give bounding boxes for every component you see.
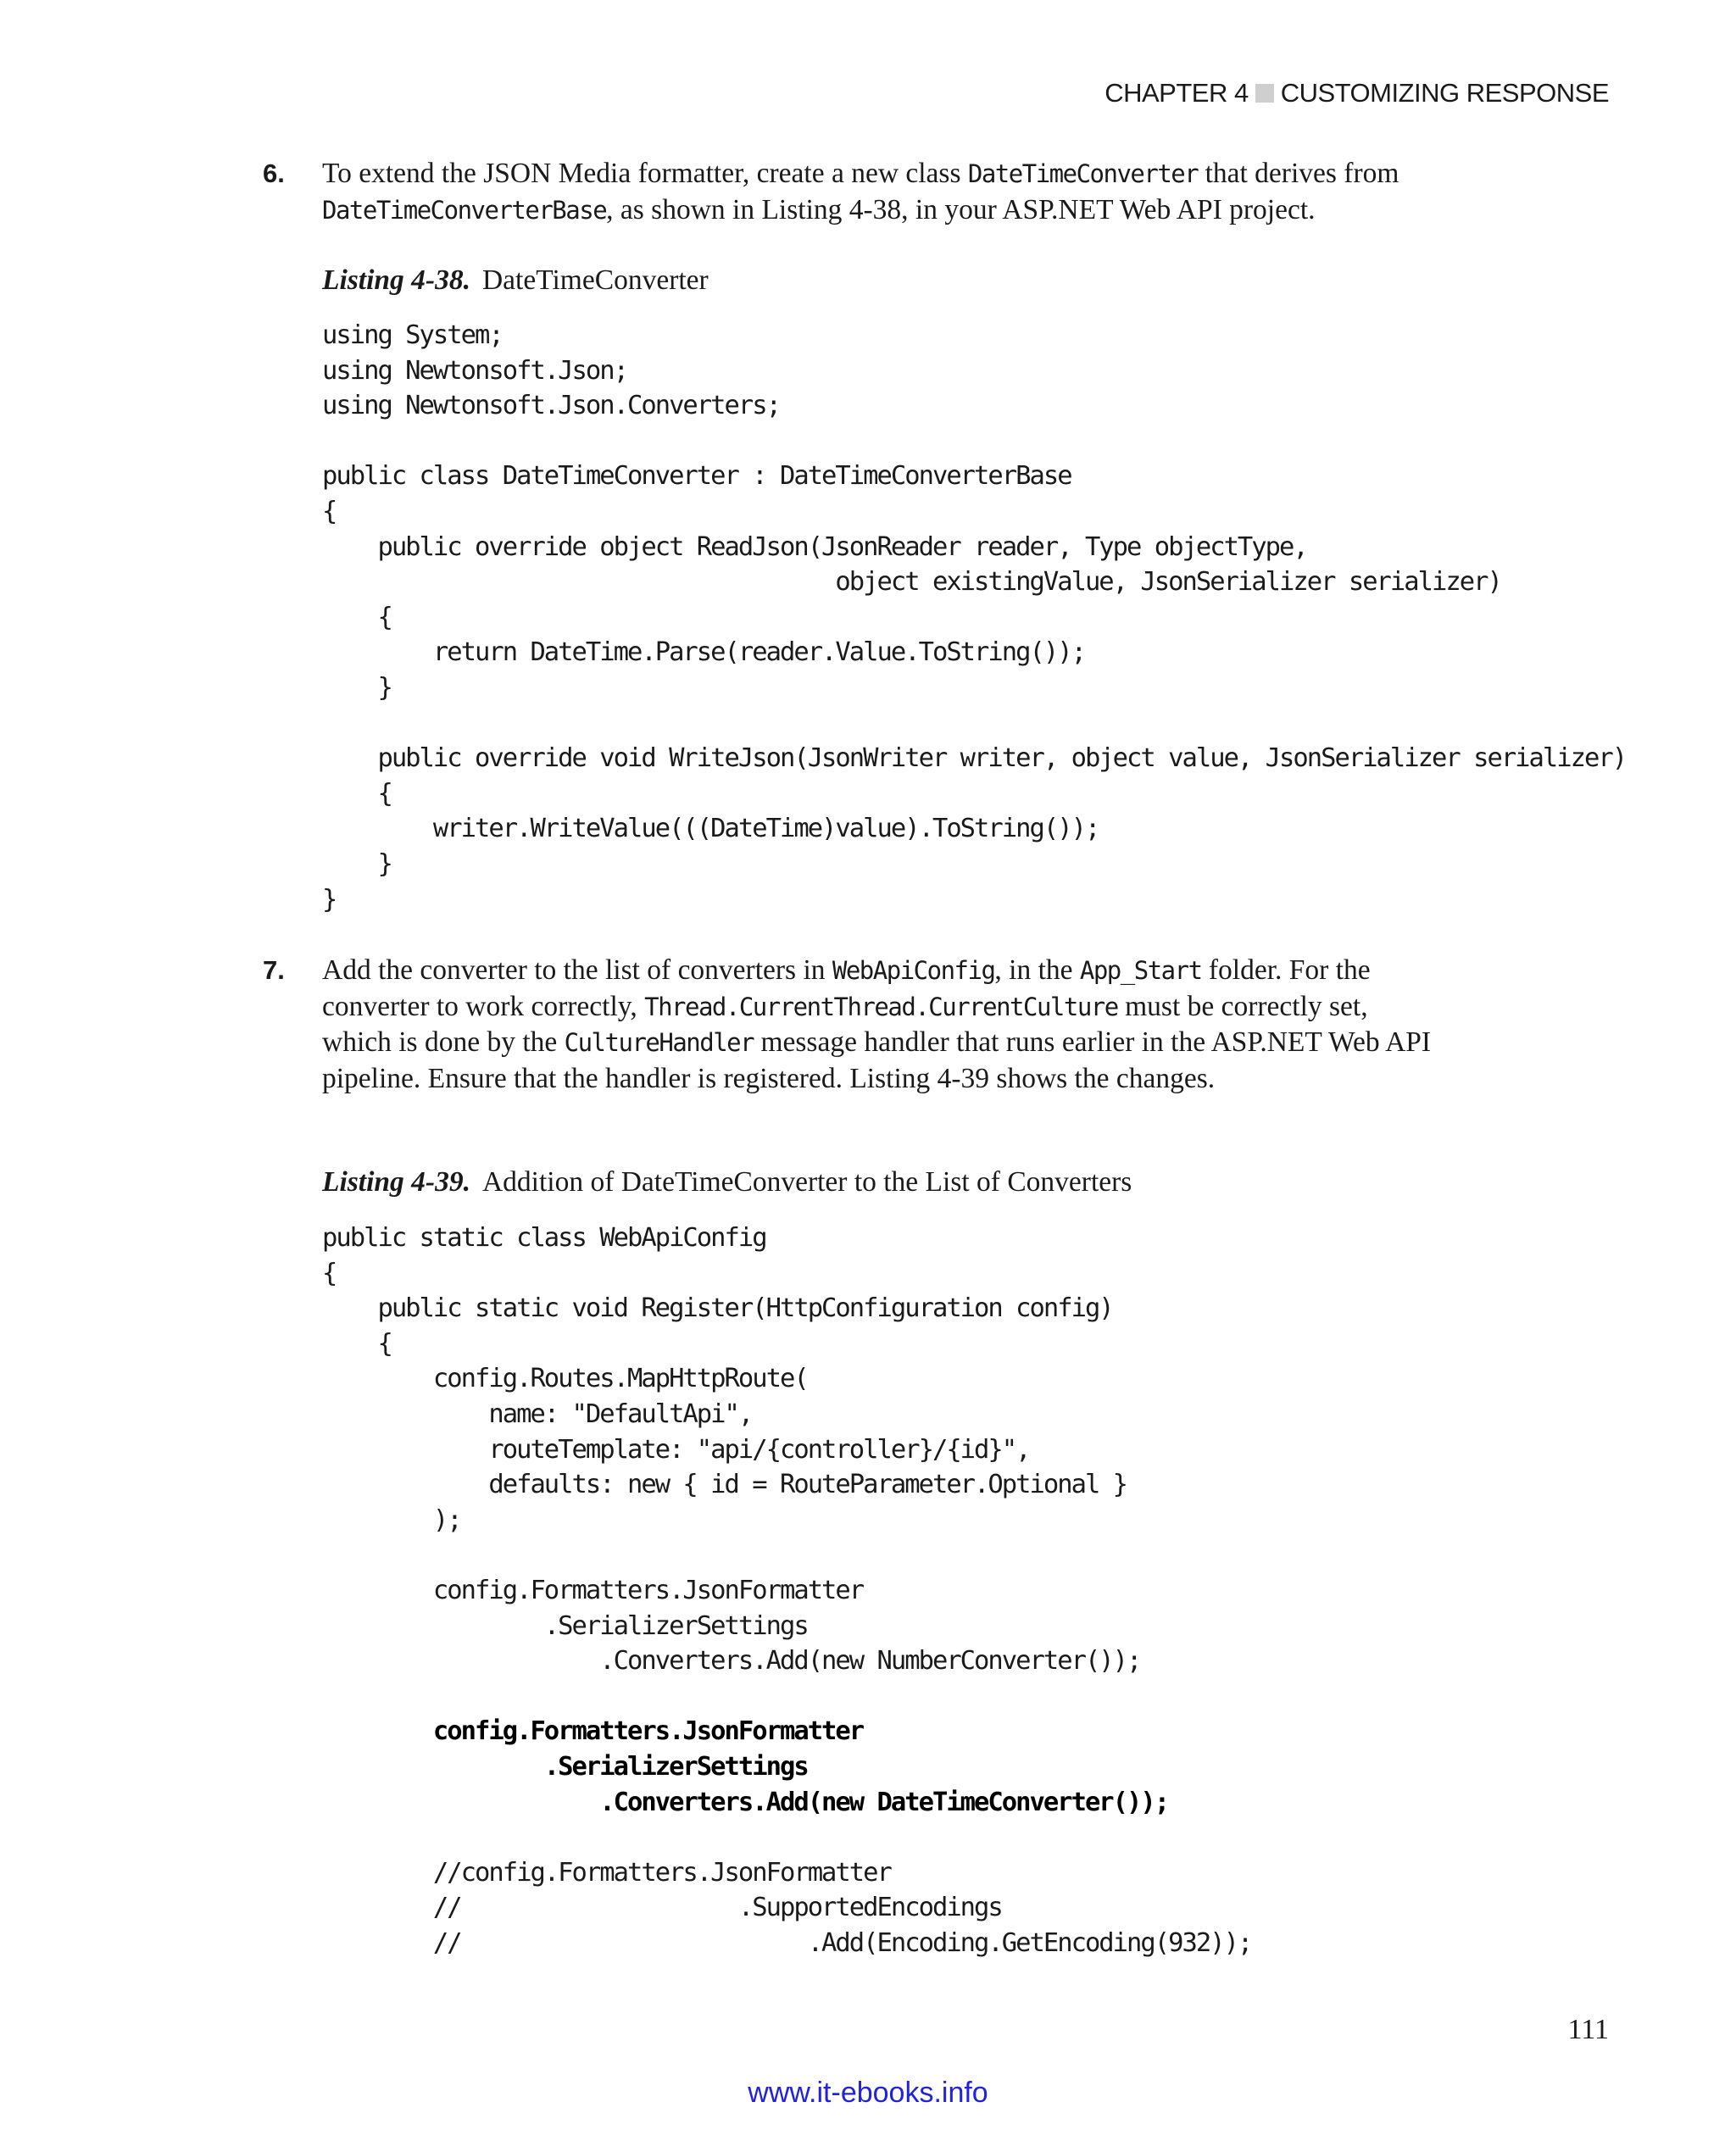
inline-code: DateTimeConverter bbox=[967, 159, 1199, 188]
square-separator-icon bbox=[1255, 84, 1274, 103]
page-number: 111 bbox=[1567, 2014, 1609, 2045]
footer-link[interactable]: www.it-ebooks.info bbox=[748, 2077, 988, 2109]
listing-label: Listing 4-39. bbox=[322, 1166, 470, 1198]
text-run: , as shown in Listing 4-38, in your ASP.NET Web API project. bbox=[606, 193, 1316, 225]
code-block: //config.Formatters.JsonFormatter // .SupportedEncodings // .Add(Encoding.GetEncoding(932)); bbox=[432, 1857, 1252, 1958]
step-6 bbox=[263, 156, 1433, 228]
text-run: message handler that runs earlier in the ASP.NET Web API pipeline. Ensure that the handler is registered. Listing 4-39 shows the changes. bbox=[322, 1026, 1432, 1094]
listing-4-39-code bbox=[322, 1221, 1251, 1960]
listing-4-38-caption bbox=[322, 264, 709, 298]
inline-code: Thread.CurrentThread.CurrentCulture bbox=[644, 992, 1118, 1021]
listing-label: Listing 4-38. bbox=[322, 264, 470, 296]
inline-code: App_Start bbox=[1079, 956, 1202, 985]
step-text bbox=[322, 156, 1433, 228]
inline-code: DateTimeConverterBase bbox=[322, 195, 607, 225]
step-text bbox=[322, 953, 1433, 1096]
text-run: folder. For the converter to work correctly, bbox=[322, 954, 1371, 1022]
step-number: 7. bbox=[263, 955, 285, 985]
listing-title: Addition of DateTimeConverter to the List of Converters bbox=[481, 1166, 1132, 1198]
listing-4-39-caption bbox=[322, 1165, 1132, 1199]
highlighted-code: config.Formatters.JsonFormatter .SerializerSettings .Converters.Add(new DateTimeConverter()); bbox=[432, 1716, 1169, 1817]
inline-code: WebApiConfig bbox=[832, 956, 995, 985]
step-7 bbox=[263, 953, 1433, 1096]
code-block: public static class WebApiConfig { public static void Register(HttpConfiguration config) { config.Routes.MapHttpRoute( name: "DefaultApi", routeTemplate: "api/{controller}/{id}", defaults: new { id = RouteParameter.Optional } ); config.Formatters.JsonFormatter .SerializerSettings .Converters.Add(new NumberConverter()); bbox=[322, 1223, 1141, 1677]
text-run: that derives from bbox=[1198, 158, 1399, 189]
text-run: must be correctly set, which is done by the bbox=[322, 990, 1368, 1058]
inline-code: CultureHandler bbox=[564, 1028, 754, 1057]
chapter-label: CHAPTER 4 bbox=[1104, 78, 1249, 108]
text-run: Add the converter to the list of converters in bbox=[322, 954, 832, 986]
listing-4-38-code: using System; using Newtonsoft.Json; using Newtonsoft.Json.Converters; public class DateTimeConverter : DateTimeConverterBase { public override object ReadJson(JsonReader reader, Type objectType, object existingValue, JsonSerializer serializer) { return DateTime.Parse(reader.Value.ToString()); } public override void WriteJson(JsonWriter writer, object value, JsonSerializer serializer) { writer.WriteValue(((DateTime)value).ToString()); } } bbox=[322, 320, 1627, 915]
step-number: 6. bbox=[263, 158, 285, 188]
section-title: CUSTOMIZING RESPONSE bbox=[1280, 78, 1609, 108]
text-run: To extend the JSON Media formatter, create a new class bbox=[322, 158, 968, 189]
text-run: , in the bbox=[994, 954, 1080, 986]
listing-title: DateTimeConverter bbox=[481, 264, 709, 296]
running-header bbox=[1104, 78, 1609, 108]
